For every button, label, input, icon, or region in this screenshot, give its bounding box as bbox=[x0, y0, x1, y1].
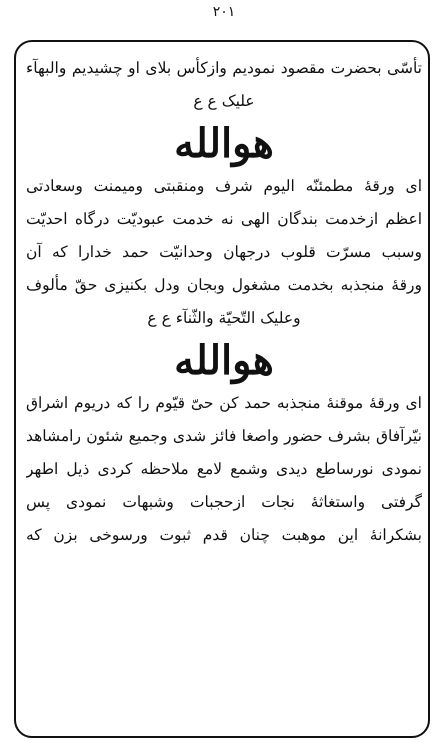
text-line: گرفتی واستغاثهٔ نجات ازحجبات وشبهات نمودی پس bbox=[26, 493, 422, 511]
page-number: ۲۰۱ bbox=[212, 4, 236, 20]
text-line: ای ورقهٔ موقنهٔ منجذبه حمد کن حیّ قیّوم را که دریوم اشراق bbox=[26, 394, 422, 412]
heading-huwallah: هوالله bbox=[174, 120, 274, 167]
text-line: وسبب مسرّت قلوب درجهان وحدانیّت حمد خدارا که آن bbox=[26, 243, 422, 261]
text-line: ای ورقهٔ مطمئنّه الیوم شرف ومنقبتی ومیمنت وسعادتی bbox=[26, 177, 422, 195]
text-line: اعظم ازخدمت بندگان الهی نه خدمت عبودیّت درگاه احدیّت bbox=[26, 210, 422, 228]
closing-signature: وعلیک التّحیّة والثّنآء ع ع bbox=[147, 309, 301, 327]
text-body bbox=[26, 52, 422, 552]
text-line: تأسّی بحضرت مقصود نمودیم وازکأس بلای او چشیدیم والبهآء bbox=[26, 59, 422, 77]
text-line: نیّرآفاق بشرف حضور واصغا فائز شدی وجمیع شئون رامشاهد bbox=[26, 427, 422, 445]
text-line: ورقهٔ منجذبه بخدمت مشغول وبجان ودل بکنیزی حقّ مألوف bbox=[26, 276, 422, 294]
closing-signature: علیک ع ع bbox=[193, 92, 255, 110]
text-line: بشکرانهٔ این موهبت چنان قدم ثبوت ورسوخی بزن که bbox=[26, 526, 422, 544]
heading-huwallah: هوالله bbox=[174, 337, 274, 384]
text-line: نمودی نورساطع دیدی وشمع لامع ملاحظه کردی ذیل اطهر bbox=[26, 460, 422, 478]
